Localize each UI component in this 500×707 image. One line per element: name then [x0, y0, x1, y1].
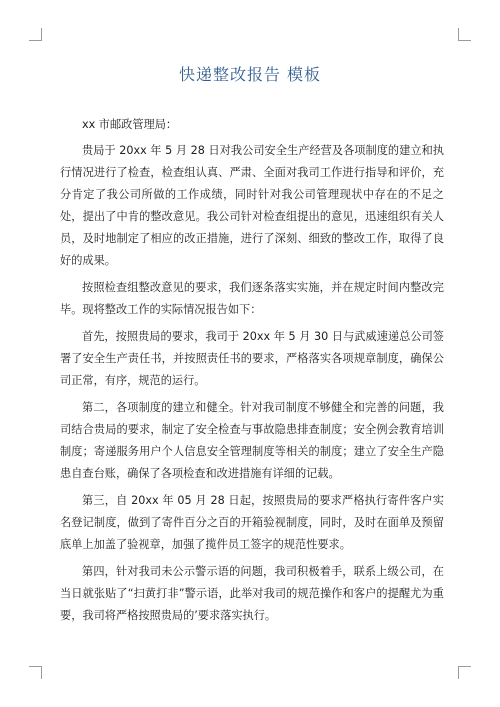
paragraph-5: 第三，自 20xx 年 05 月 28 日起，按照贵局的要求严格执行寄件客户实名登记制度，做到了寄件百分之百的开箱验视制度，同时，及时在面单及预留底单上加盖了验视章，加强了揽件员工签字的规范性要求。 — [60, 494, 444, 551]
document-body — [60, 114, 444, 632]
crop-mark-top-right — [458, 28, 471, 41]
paragraph-3: 首先，按照贵局的要求，我司于 20xx 年 5 月 30 日与武威速递总公司签署了安全生产责任书，并按照责任书的要求，严格落实各项规章制度，确保公司正常，有序，规范的运行。 — [60, 330, 444, 387]
paragraph-1: 贵局于 20xx 年 5 月 28 日对我公司安全生产经营及各项制度的建立和执行情况进行了检查，检查组认真、严肃、全面对我司工作进行指导和评价，充分肯定了我公司所做的工作成绩，同时针对我公司管理现状中存在的不足之处，提出了中肯的整改意见。我公司针对检查组提出的意见，迅速组织有关人员，及时地制定了相应的改正措施，进行了深刻、细致的整改工作，取得了良好的成果。 — [60, 144, 444, 267]
paragraph-6: 第四，针对我司未公示警示语的问题，我司积极着手，联系上级公司，在当日就张贴了“扫黄打非”警示语，此举对我司的规范操作和客户的提醒尤为重要，我司将严格按照贵局的’要求落实执行。 — [60, 565, 444, 622]
salutation: xx 市邮政管理局： — [82, 118, 178, 131]
paragraph-2: 按照检查组整改意见的要求，我们逐条落实实施，并在规定时间内整改完毕。现将整改工作的实际情况报告如下： — [60, 281, 444, 316]
crop-mark-top-left — [29, 28, 42, 41]
crop-mark-bottom-right — [458, 666, 471, 679]
crop-mark-bottom-left — [29, 666, 42, 679]
paragraph-4: 第二，各项制度的建立和健全。针对我司制度不够健全和完善的问题，我司结合贵局的要求，制定了安全检查与事故隐患排查制度；安全例会教育培训制度；寄递服务用户个人信息安全管理制度等相关的制度；建立了安全生产隐患自查台账，确保了各项检查和改进措施有详细的记载。 — [60, 401, 444, 480]
document-title: 快递整改报告 模板 — [178, 65, 322, 84]
